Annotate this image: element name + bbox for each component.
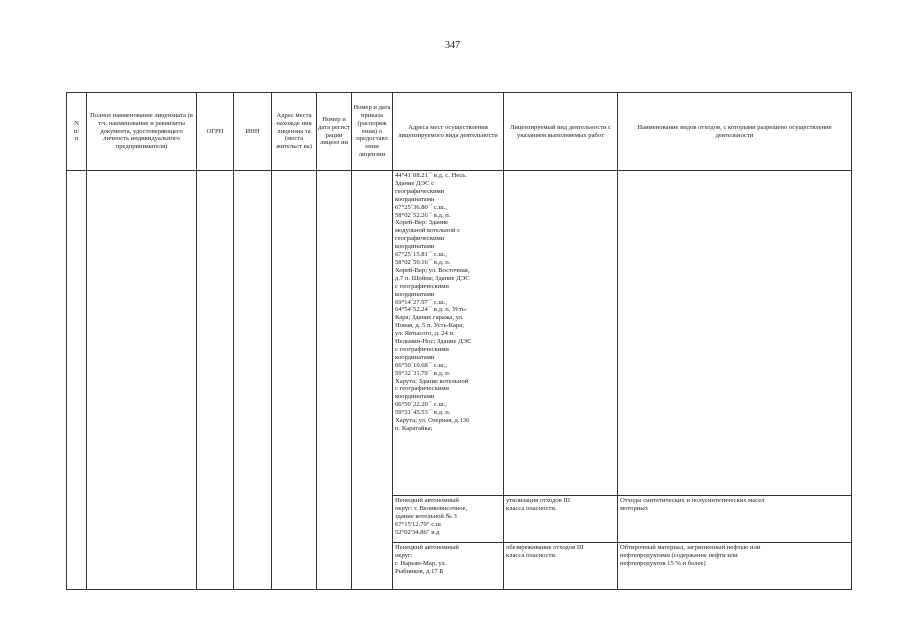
cell-license-number <box>317 171 352 590</box>
header-number: N п/ п <box>67 93 87 171</box>
header-inn: ИНН <box>234 93 272 171</box>
page-number: 347 <box>445 40 460 51</box>
cell-order-number <box>352 171 393 590</box>
cell-licensee-address <box>272 171 317 590</box>
cell-activity-addresses: Ненецкий автономный округ: г. Великовисочное, здание котельной № 3 67°15'12.79" с.ш 52°02'34.86" в.д <box>393 496 504 543</box>
header-licensee-address: Адрес места нахожде ния лицензиа та (места жительст ва) <box>272 93 317 171</box>
header-activity-addresses: Адреса мест осуществления лицензируемого вида деятельности <box>393 93 504 171</box>
cell-licensee-name <box>87 171 197 590</box>
cell-waste-types: Обтирочный материал, загрязненный нефтью или нефтепродуктами (содержание нефти или нефтепродуктов 15 % и более) <box>618 543 852 590</box>
table-row <box>67 171 852 496</box>
header-licensee-name: Полное наименование лицензиата (в т.ч. наименование и реквизиты документа, удостоверяющего личность индивидуального предпринимателя) <box>87 93 197 171</box>
cell-number <box>67 171 87 590</box>
header-row <box>67 93 852 171</box>
cell-activity-addresses: 44°41´08.21´´ в.д. с. Несь. Здание ДЭС с географическими координатами 67°25´36.80´´ с.ш., 58°02´52.26´´ в.д. п. Хорей-Вер: Здание модульной котельной с географическими координатами 67°25´15.81´´ с.ш., 58°02´50.16´´ в.д. п. Хорей-Вер; ул. Восточная, д.7 п. Шойна; Здание ДЭС с географическими координатами 69°14´27.97´´ с.ш., 64°54´52.24´´ в.д. п. Усть- Кара; Здание гаража, ул. Новая, д. 5 п. Усть-Кара; ул. Явтысого, д. 24 п. Нельмин-Нос; Здание ДЭС с географическими координатами 66°50´10.68´´ с.ш., 59°32´31.79´´ в.д. п. Харута; Здание котельной с географическими координатами 66°50´22.20´´ с.ш., 59°31´45.53´´ в.д. п. Харута; ул. Озерная, д.136 п. Каратайка; <box>393 171 504 496</box>
cell-waste-types <box>618 171 852 496</box>
header-waste-types: Наименование видов отходов, с которыми разрешено осуществление деятельности <box>618 93 852 171</box>
cell-licensed-activity: обезвреживание отходов III класса опасности. <box>504 543 618 590</box>
header-order-number-date: Номер и дата приказа (распоряж ения) о предоставл ении лицензии <box>352 93 393 171</box>
cell-licensed-activity <box>504 171 618 496</box>
cell-ogrn <box>197 171 234 590</box>
license-table <box>66 92 852 590</box>
cell-waste-types: Отходы синтетических и полусинтетических масел моторных <box>618 496 852 543</box>
header-ogrn: ОГРН <box>197 93 234 171</box>
cell-inn <box>234 171 272 590</box>
cell-licensed-activity: утилизация отходов III класса опасности. <box>504 496 618 543</box>
header-license-number-date: Номер и дата регист рации лиценз ии <box>317 93 352 171</box>
header-licensed-activity: Лицензируемый вид деятельности с указанием выполняемых работ <box>504 93 618 171</box>
cell-activity-addresses: Ненецкий автономный округ: г. Нарьян-Мар, ул. Рыбников, д.17 Б <box>393 543 504 590</box>
